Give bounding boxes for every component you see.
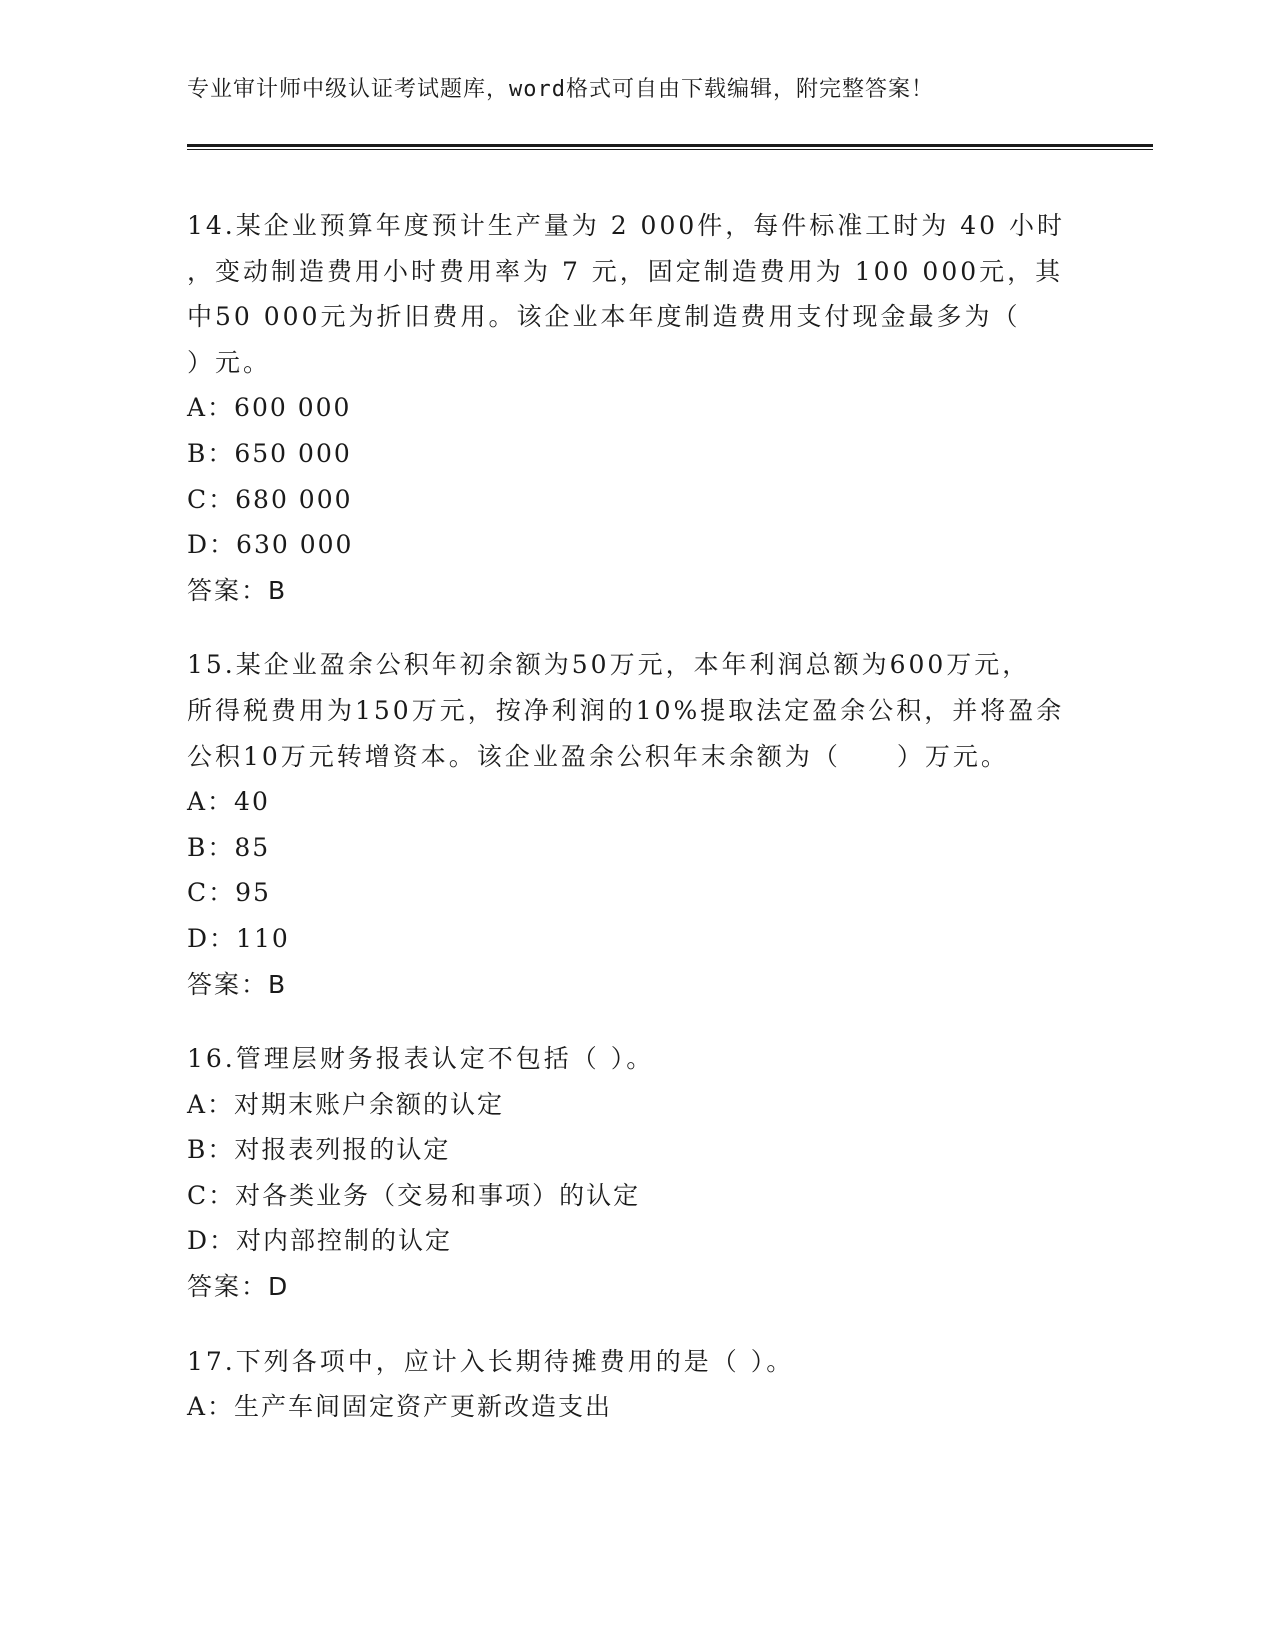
question-14 (187, 203, 1087, 613)
option-b: B：对报表列报的认定 (187, 1135, 451, 1165)
answer: 答案：B (187, 969, 288, 999)
option-d: D：110 (187, 923, 290, 953)
question-text-line: 17.下列各项中，应计入长期待摊费用的是（ ）。 (187, 1346, 795, 1376)
header-rule-thin (187, 149, 1153, 150)
option-b: B：650 000 (187, 438, 352, 468)
option-c: C：680 000 (187, 484, 353, 514)
option-b: B：85 (187, 832, 271, 862)
option-d: D：630 000 (187, 530, 354, 560)
question-16 (187, 1036, 1087, 1310)
header-rule-thick (187, 144, 1153, 147)
page-header: 专业审计师中级认证考试题库，word格式可自由下载编辑，附完整答案！ (187, 77, 934, 102)
question-text-line: 所得税费用为150万元，按净利润的10%提取法定盈余公积，并将盈余 (187, 695, 1065, 725)
option-c: C：95 (187, 878, 271, 908)
option-a: A：40 (187, 787, 270, 817)
question-17 (187, 1339, 1087, 1430)
question-text-line: 中50 000元为折旧费用。该企业本年度制造费用支付现金最多为（ (187, 302, 1021, 332)
answer: 答案：B (187, 575, 288, 605)
question-text-line: 14.某企业预算年度预计生产量为 2 000件，每件标准工时为 40 小时 (187, 211, 1065, 240)
question-text-line: 15.某企业盈余公积年初余额为50万元，本年利润总额为600万元， (187, 650, 1031, 680)
option-a: A：对期末账户余额的认定 (187, 1089, 505, 1119)
question-15 (187, 642, 1087, 1007)
option-d: D：对内部控制的认定 (187, 1226, 453, 1256)
answer: 答案：D (187, 1272, 290, 1302)
option-a: A：生产车间固定资产更新改造支出 (187, 1392, 613, 1422)
question-text-line: ）元。 (187, 347, 272, 377)
question-text-line: 公积10万元转增资本。该企业盈余公积年末余额为（ ）万元。 (187, 741, 1009, 771)
option-a: A：600 000 (187, 393, 352, 423)
question-text-line: 16.管理层财务报表认定不包括（ ）。 (187, 1044, 655, 1074)
question-text-line: ，变动制造费用小时费用率为 7 元，固定制造费用为 100 000元，其 (187, 256, 1064, 286)
question-list (187, 203, 1087, 1430)
option-c: C：对各类业务（交易和事项）的认定 (187, 1180, 641, 1210)
